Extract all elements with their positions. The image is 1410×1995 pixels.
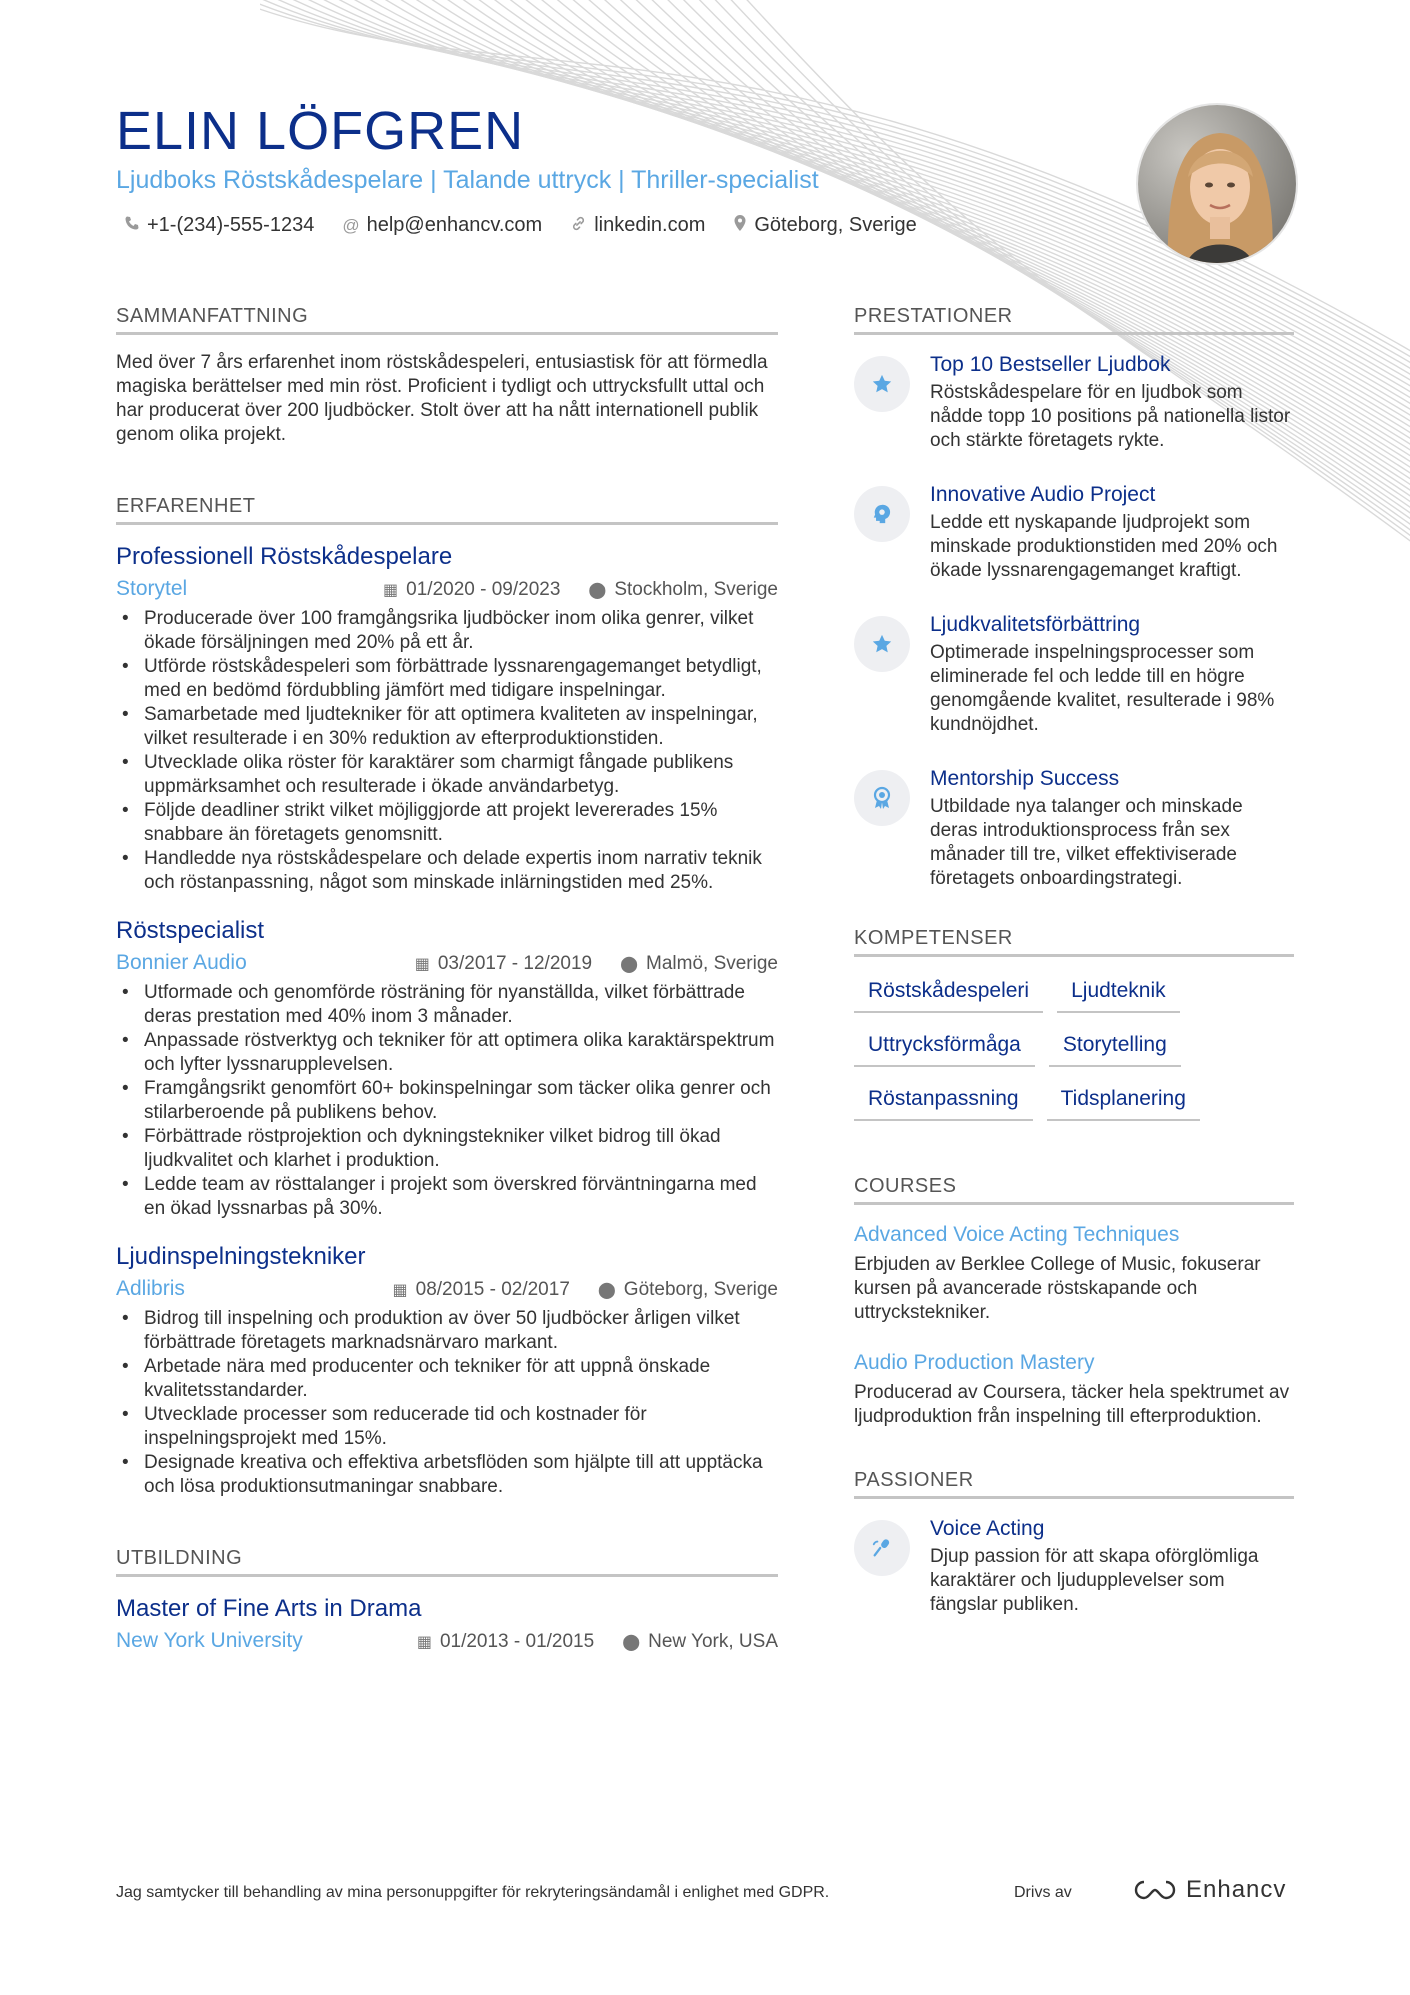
- education-dates: [417, 1631, 594, 1653]
- bullet-item: • Utvecklade processer som reducerade tid och kostnader för inspelningsprojekt med 15%.: [116, 1403, 778, 1451]
- course-title: Audio Production Mastery: [854, 1351, 1095, 1374]
- job-meta: [116, 1277, 778, 1301]
- courses-section: [854, 1175, 1294, 1429]
- bullet-item: • Handledde nya röstskådespelare och delade expertis inom narrativ teknik och röstanpassning, något som minskade inlärningstiden med 25%.: [116, 847, 778, 895]
- job-company: Storytel: [116, 577, 188, 600]
- contact-location: [733, 214, 916, 237]
- microphone-icon: [854, 1520, 910, 1576]
- job-meta-right: [415, 953, 778, 975]
- bullet-item: • Framgångsrikt genomfört 60+ bokinspelningar som täcker olika genrer och stilarberoende på publikens behov.: [116, 1077, 778, 1125]
- skill-tag: Röstskådespeleri: [854, 975, 1043, 1013]
- job-location-text: Göteborg, Sverige: [623, 1279, 778, 1300]
- summary-text: Med över 7 års erfarenhet inom röstskådespeleri, entusiastisk för att förmedla magiska berättelser med min röst. Proficient i tydligt och uttrycksfullt uttal och har producerat över 200 ljudböcker. Stolt över att ha nått internationell publik genom olika projekt.: [116, 352, 768, 445]
- head-brain-icon: [854, 486, 910, 542]
- education-section: [116, 1547, 778, 1653]
- at-icon: @: [342, 215, 360, 235]
- bullet-item: • Utvecklade olika röster för karaktärer som charmigt fångade publikens uppmärksamhet och resulterade i ökade användarbetyg.: [116, 751, 778, 799]
- job-location: [588, 579, 778, 601]
- achievement-item: [854, 353, 1294, 453]
- profile-photo: [1136, 103, 1298, 265]
- contact-linkedin-text: linkedin.com: [594, 214, 706, 236]
- bullet-item: • Producerade över 100 framgångsrika ljudböcker inom olika genrer, vilket ökade försäljningen med 20% på ett år.: [116, 607, 778, 655]
- bullet-item: • Bidrog till inspelning och produktion av över 50 ljudböcker årligen vilket förbättrade företagets marknadsnärvaro markant.: [116, 1307, 778, 1355]
- phone-icon: [124, 215, 140, 236]
- job-location-text: Stockholm, Sverige: [614, 579, 778, 600]
- job-title: Ljudinspelningstekniker: [116, 1243, 366, 1270]
- contact-linkedin[interactable]: [570, 214, 705, 237]
- degree: Master of Fine Arts in Drama: [116, 1595, 422, 1622]
- bullet-item: • Förbättrade röstprojektion och dykningstekniker vilket bidrog till ökad ljudkvalitet och klarhet i produktion.: [116, 1125, 778, 1173]
- achievement-desc: Optimerade inspelningsprocesser som eliminerade fel och ledde till en högre genomgående kvalitet, resulterade i 98% kundnöjdhet.: [930, 642, 1275, 735]
- calendar-icon: ▦: [416, 1634, 432, 1651]
- calendar-icon: ▦: [383, 582, 399, 599]
- achievement-desc: Röstskådespelare för en ljudbok som nådde topp 10 positions på nationella listor och stärkte företagets rykte.: [930, 382, 1291, 451]
- contact-email-text: help@enhancv.com: [366, 214, 543, 236]
- achievement-title: Top 10 Bestseller Ljudbok: [930, 353, 1171, 376]
- job-meta: [116, 577, 778, 601]
- passion-title: Voice Acting: [930, 1517, 1045, 1540]
- enhancv-logo-text: Enhancv: [1186, 1876, 1287, 1903]
- job-dates-text: 01/2020 - 09/2023: [406, 579, 561, 600]
- bullet-item: • Utförde röstskådespeleri som förbättrade lyssnarengagemanget betydligt, med en bedömd fördubbling jämfört med tidigare inspelningar.: [116, 655, 778, 703]
- achievements-section: [854, 305, 1294, 891]
- job-title: Professionell Röstskådespelare: [116, 543, 453, 570]
- skills-heading: KOMPETENSER: [854, 927, 1294, 957]
- calendar-icon: ▦: [414, 956, 430, 973]
- education-location: [622, 1631, 778, 1653]
- location-icon: [733, 214, 747, 237]
- course-title: Advanced Voice Acting Techniques: [854, 1223, 1180, 1246]
- location-icon: ⬤: [622, 1634, 641, 1651]
- link-icon: [570, 215, 587, 237]
- achievements-heading: PRESTATIONER: [854, 305, 1294, 335]
- right-column: [854, 305, 1294, 1647]
- education-dates-text: 01/2013 - 01/2015: [439, 1631, 595, 1652]
- education-location-text: New York, USA: [648, 1631, 778, 1652]
- school: New York University: [116, 1629, 303, 1652]
- achievement-desc: Ledde ett nyskapande ljudprojekt som minskade produktionstiden med 20% och ökade lyssnarengagemanget kraftigt.: [930, 512, 1278, 581]
- job-entry: [116, 1243, 778, 1499]
- bullet-item: • Följde deadliner strikt vilket möjliggjorde att projekt levererades 15% snabbare än företagets genomsnitt.: [116, 799, 778, 847]
- course-desc: Erbjuden av Berklee College of Music, fokuserar kursen på avancerade röstskapande och uttryckstekniker.: [854, 1254, 1261, 1323]
- location-icon: ⬤: [588, 582, 607, 599]
- job-meta: [116, 951, 778, 975]
- powered-by: Drivs av: [1014, 1884, 1072, 1901]
- left-column: [116, 305, 778, 1659]
- bullet-item: • Designade kreativa och effektiva arbetsflöden som hjälpte till att upptäcka och lösa produktionsutmaningar snabbare.: [116, 1451, 778, 1499]
- achievement-title: Mentorship Success: [930, 767, 1120, 790]
- skill-tag: Storytelling: [1049, 1029, 1181, 1067]
- job-entry: [116, 917, 778, 1221]
- star-icon: [854, 356, 910, 412]
- job-location: [598, 1279, 778, 1301]
- achievement-desc: Utbildade nya talanger och minskade deras introduktionsprocess från sex månader till tre, vilket effektiviserade företagets onboardingstrategi.: [930, 796, 1243, 889]
- achievement-title: Ljudkvalitetsförbättring: [930, 613, 1141, 636]
- bullet-item: • Anpassade röstverktyg och tekniker för att optimera olika karaktärspektrum och lyfter lyssnarupplevelsen.: [116, 1029, 778, 1077]
- enhancv-logo-icon: [1132, 1878, 1178, 1902]
- passions-heading: PASSIONER: [854, 1469, 1294, 1499]
- course-desc: Producerad av Coursera, täcker hela spektrumet av ljudproduktion från inspelning till efterproduktion.: [854, 1382, 1290, 1427]
- job-location: [620, 953, 778, 975]
- candidate-name: ELIN LÖFGREN: [116, 101, 525, 161]
- experience-heading: ERFARENHET: [116, 495, 778, 525]
- job-location-text: Malmö, Sverige: [646, 953, 778, 974]
- experience-section: [116, 495, 778, 1499]
- education-meta: [116, 1629, 778, 1653]
- job-title: Röstspecialist: [116, 917, 265, 944]
- education-meta-right: [417, 1631, 778, 1653]
- passions-section: [854, 1469, 1294, 1617]
- skill-tag: Uttrycksförmåga: [854, 1029, 1035, 1067]
- skills-section: [854, 927, 1294, 1121]
- job-dates: [383, 579, 560, 601]
- enhancv-logo[interactable]: [1132, 1876, 1286, 1904]
- contact-email[interactable]: [342, 214, 542, 237]
- job-dates-text: 03/2017 - 12/2019: [437, 953, 593, 974]
- location-icon: ⬤: [620, 956, 638, 973]
- contact-location-text: Göteborg, Sverige: [754, 214, 917, 236]
- job-meta-right: [383, 579, 778, 601]
- star-icon: [854, 616, 910, 672]
- bullet-item: • Arbetade nära med producenter och tekniker för att uppnå önskade kvalitetsstandarder.: [116, 1355, 778, 1403]
- job-dates: [393, 1279, 570, 1301]
- summary-section: [116, 305, 778, 447]
- education-heading: UTBILDNING: [116, 1547, 778, 1577]
- job-company: Adlibris: [116, 1277, 185, 1300]
- achievement-item: [854, 613, 1294, 737]
- job-bullets: [116, 981, 778, 1221]
- bullet-item: • Ledde team av rösttalanger i projekt som överskred förväntningarna med en ökad lyssnarbas på 30%.: [116, 1173, 778, 1221]
- headline: Ljudboks Röstskådespelare | Talande uttryck | Thriller-specialist: [116, 166, 819, 194]
- job-dates: [415, 953, 592, 975]
- contact-bar: [124, 214, 917, 237]
- skills-list: [854, 975, 1294, 1121]
- job-company: Bonnier Audio: [116, 951, 247, 974]
- job-meta-right: [393, 1279, 778, 1301]
- skill-tag: Tidsplanering: [1047, 1083, 1200, 1121]
- achievement-item: [854, 483, 1294, 583]
- skill-tag: Ljudteknik: [1057, 975, 1180, 1013]
- passion-item: [854, 1517, 1294, 1617]
- job-bullets: [116, 1307, 778, 1499]
- job-entry: [116, 543, 778, 895]
- skill-tag: Röstanpassning: [854, 1083, 1033, 1121]
- calendar-icon: ▦: [392, 1282, 408, 1299]
- bullet-item: • Samarbetade med ljudtekniker för att optimera kvaliteten av inspelningar, vilket resulterade i en 30% reduktion av efterproduktionstiden.: [116, 703, 778, 751]
- contact-phone[interactable]: [124, 214, 314, 237]
- job-dates-text: 08/2015 - 02/2017: [415, 1279, 570, 1300]
- summary-heading: SAMMANFATTNING: [116, 305, 778, 335]
- gdpr-consent: Jag samtycker till behandling av mina personuppgifter för rekryteringsändamål i enlighet med GDPR.: [116, 1884, 830, 1901]
- achievement-title: Innovative Audio Project: [930, 483, 1156, 506]
- courses-heading: COURSES: [854, 1175, 1294, 1205]
- achievement-item: [854, 767, 1294, 891]
- contact-phone-text: +1-(234)-555-1234: [147, 214, 315, 236]
- award-icon: [854, 770, 910, 826]
- bullet-item: • Utformade och genomförde rösträning för nyanställda, vilket förbättrade deras prestation med 40% inom 3 månader.: [116, 981, 778, 1029]
- location-icon: ⬤: [597, 1282, 616, 1299]
- passion-desc: Djup passion för att skapa oförglömliga karaktärer och ljudupplevelser som fängslar publiken.: [930, 1546, 1259, 1615]
- job-bullets: [116, 607, 778, 895]
